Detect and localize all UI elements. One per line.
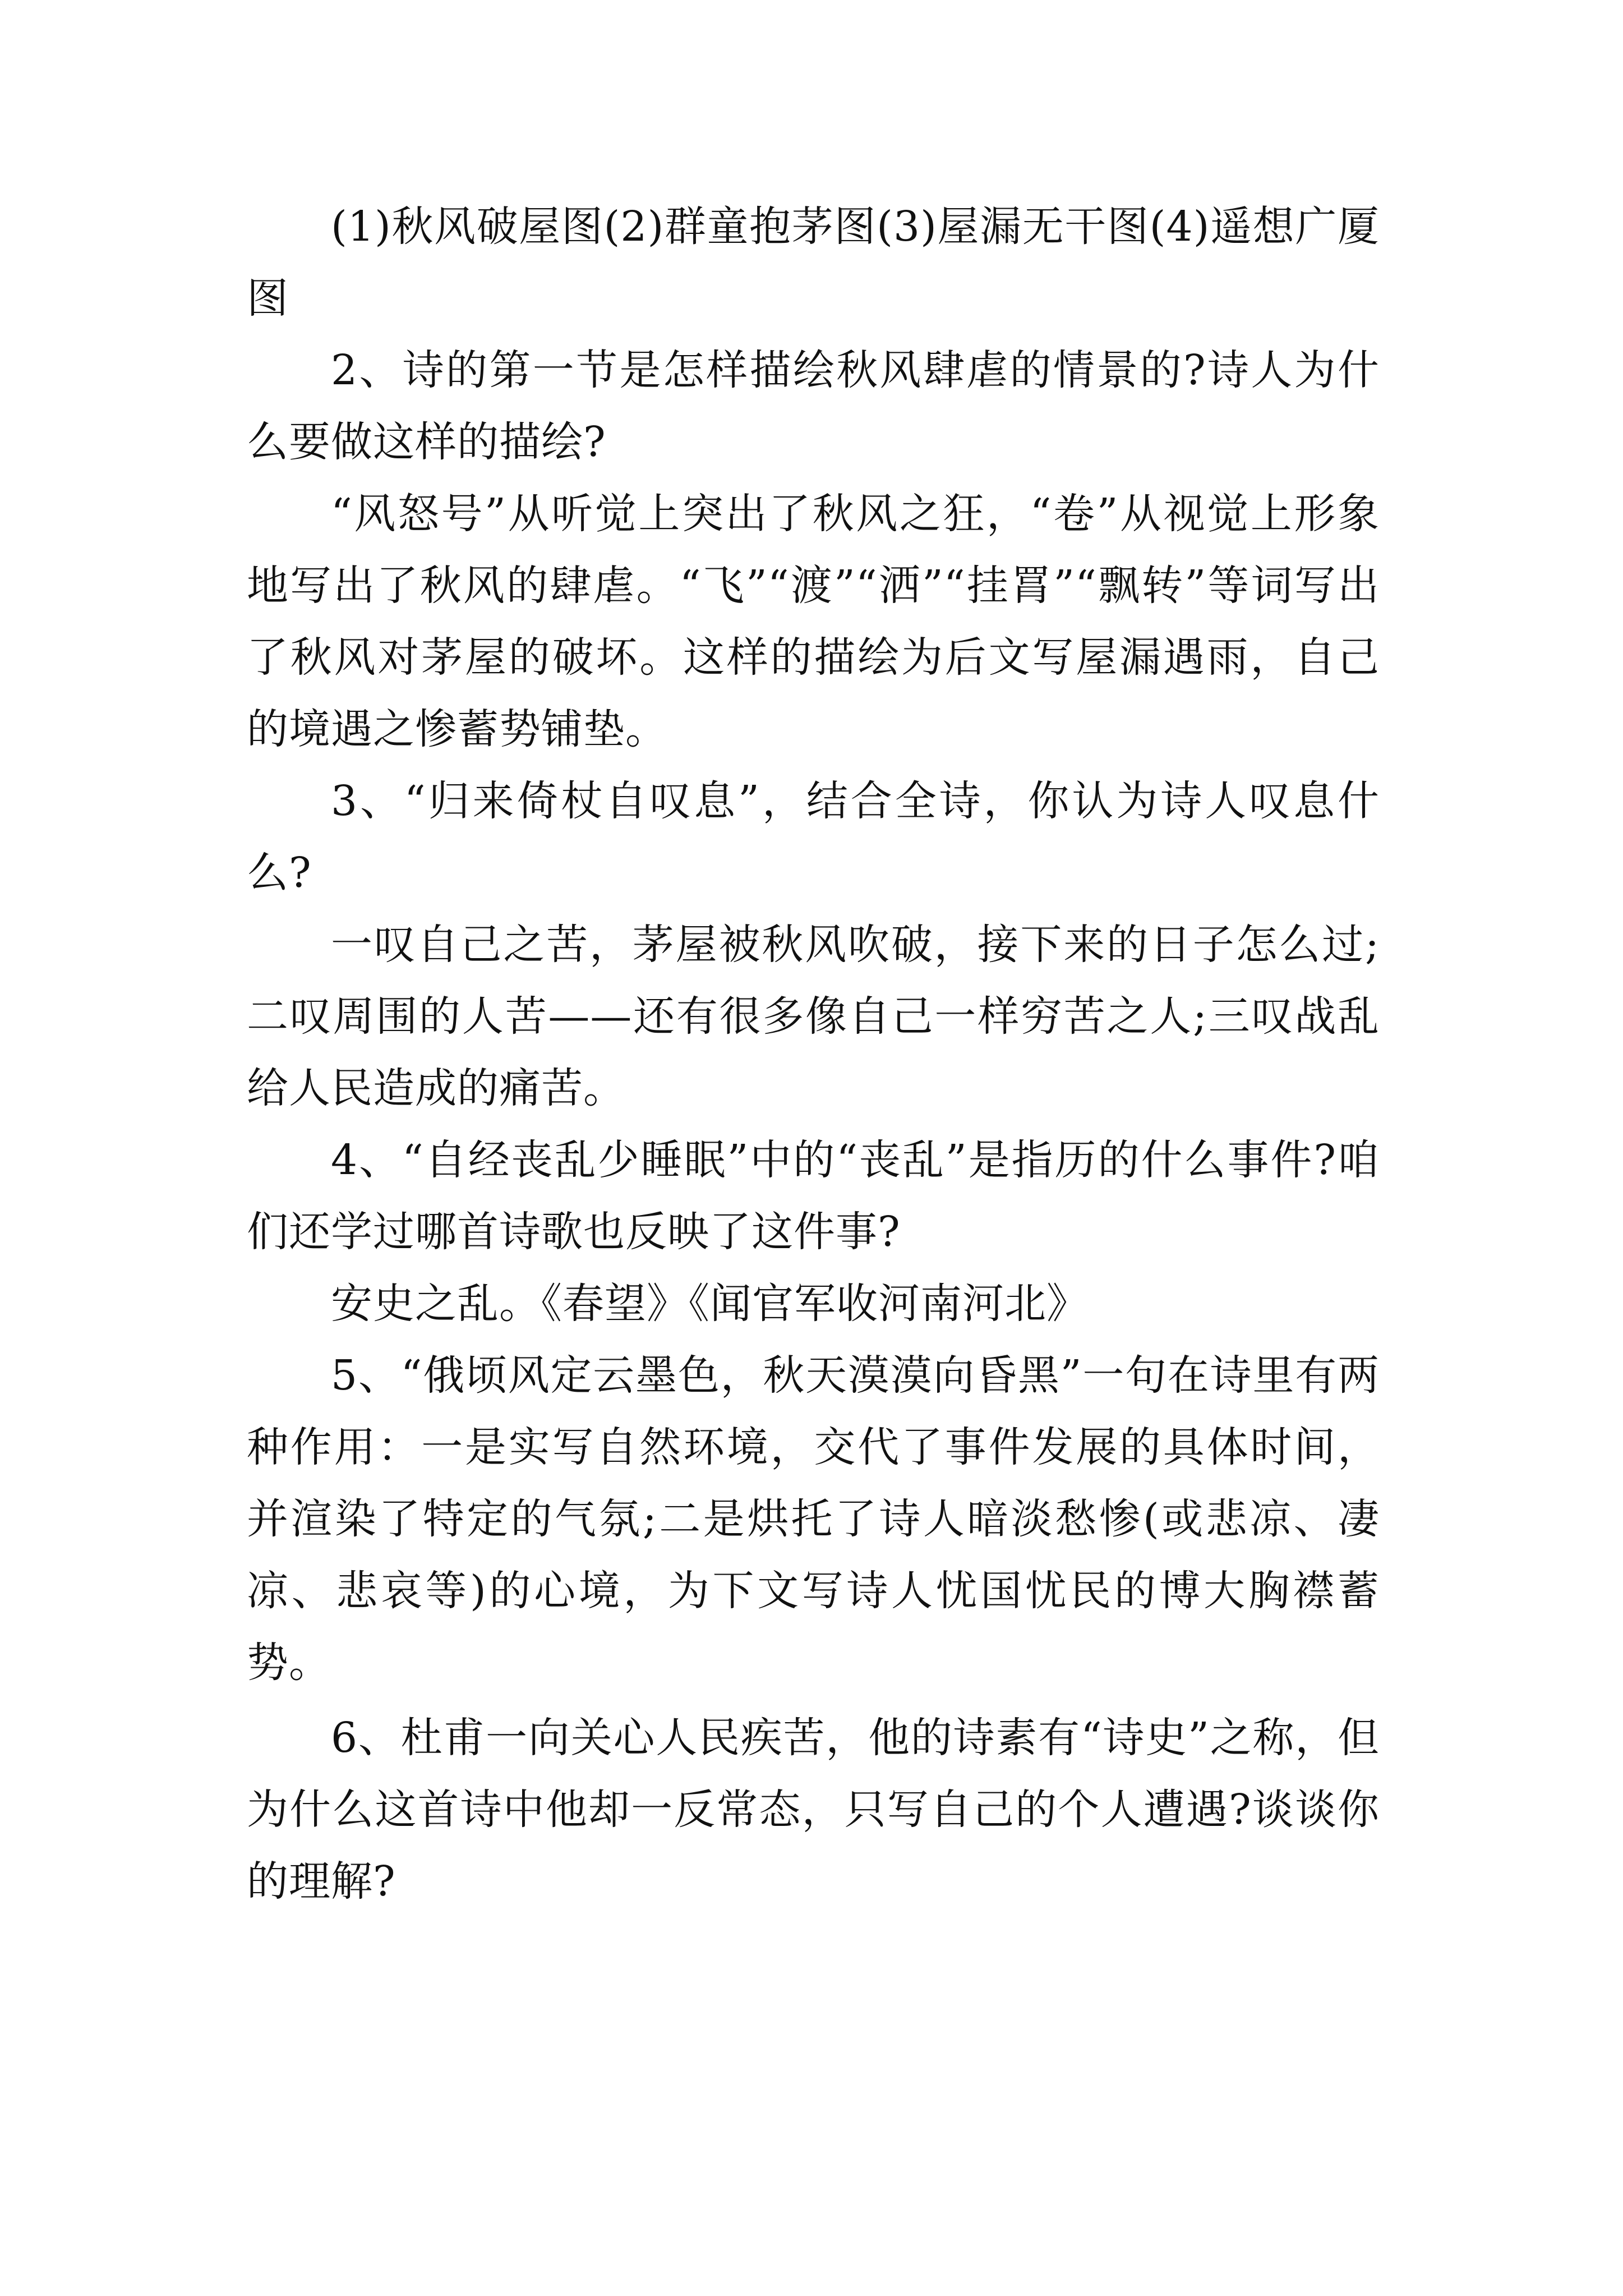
answer-3: 一叹自己之苦，茅屋被秋风吹破，接下来的日子怎么过;二叹周围的人苦——还有很多像自己一样穷苦之人;三叹战乱给人民造成的痛苦。 bbox=[247, 921, 1380, 1112]
question-6: 6、杜甫一向关心人民疾苦，他的诗素有“诗史”之称，但为什么这首诗中他却一反常态，只写自己的个人遭遇?谈谈你的理解? bbox=[247, 1714, 1380, 1906]
question-4: 4、“自经丧乱少睡眠”中的“丧乱”是指历的什么事件?咱们还学过哪首诗歌也反映了这件事? bbox=[247, 1136, 1380, 1256]
question-5: 5、“俄顷风定云墨色，秋天漠漠向昏黑”一句在诗里有两种作用：一是实写自然环境，交代了事件发展的具体时间，并渲染了特定的气氛;二是烘托了诗人暗淡愁惨(或悲凉、凄凉、悲哀等)的心境，为下文写诗人忧国忧民的博大胸襟蓄势。 bbox=[247, 1351, 1380, 1687]
question-2: 2、诗的第一节是怎样描绘秋风肆虐的情景的?诗人为什么要做这样的描绘? bbox=[247, 346, 1380, 466]
paragraph-picture-titles: (1)秋风破屋图(2)群童抱茅图(3)屋漏无干图(4)遥想广厦图 bbox=[247, 203, 1380, 323]
document-body bbox=[247, 191, 1380, 1917]
answer-4: 安史之乱。《春望》《闻官军收河南河北》 bbox=[331, 1280, 1089, 1328]
answer-2: “风怒号”从听觉上突出了秋风之狂，“卷”从视觉上形象地写出了秋风的肆虐。“飞”“渡”“洒”“挂罥”“飘转”等词写出了秋风对茅屋的破坏。这样的描绘为后文写屋漏遇雨，自己的境遇之惨蓄势铺垫。 bbox=[247, 490, 1380, 753]
question-3: 3、“归来倚杖自叹息”，结合全诗，你认为诗人叹息什么? bbox=[247, 777, 1380, 897]
